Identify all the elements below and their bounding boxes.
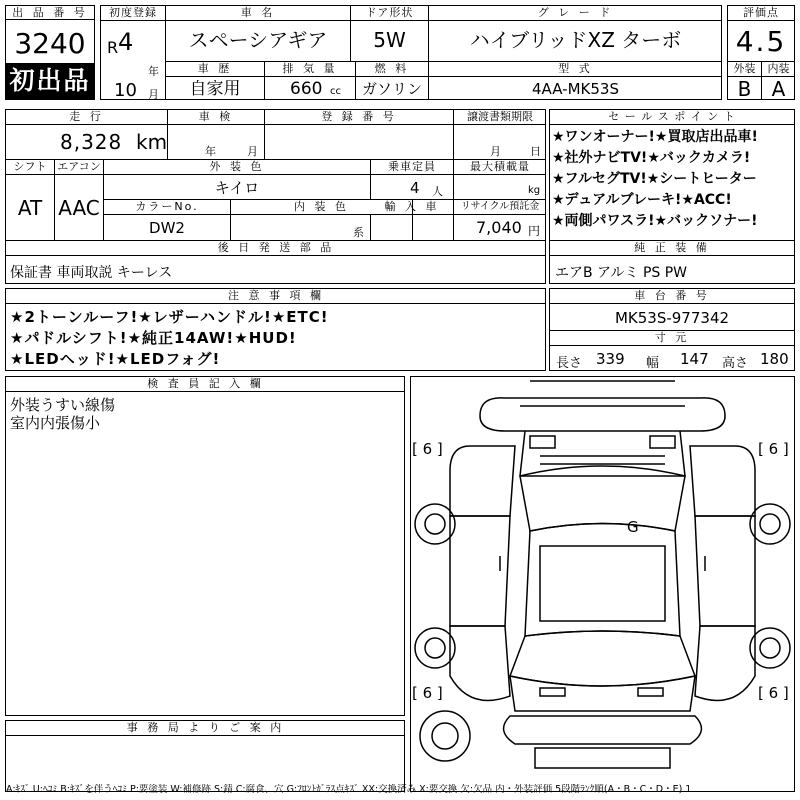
- exterior-score: B: [737, 77, 752, 101]
- sales-point-line: ★デュアルブレーキ!★ACC!: [552, 192, 732, 208]
- genuine-value: エアB アルミ PS PW: [555, 265, 688, 281]
- displacement-value: 660: [290, 80, 323, 98]
- capacity-unit: 人: [432, 185, 443, 198]
- recycle-value: 7,040: [476, 219, 522, 237]
- displacement-unit: cc: [330, 86, 341, 97]
- model-value: 4AA-MK53S: [532, 80, 619, 98]
- later-parts-label: 後 日 発 送 部 品: [217, 241, 335, 254]
- reg-year-unit: 年: [148, 65, 159, 78]
- grade-value: ハイブリッドXZ ターボ: [469, 28, 682, 52]
- reg-month: 10: [114, 80, 137, 101]
- inspector-label: 検 査 員 記 入 欄: [147, 377, 264, 390]
- color-no-label: カラーNo.: [135, 200, 199, 213]
- import-label: 輸 入 車: [384, 200, 440, 213]
- width-value: 147: [680, 350, 709, 368]
- recycle-label: リサイクル預託金: [460, 201, 540, 212]
- grade-label: グ レ ー ド: [537, 6, 614, 19]
- width-label: 幅: [646, 356, 660, 371]
- tire-depth-front-left: [ 6 ]: [412, 440, 443, 458]
- genuine-label: 純 正 装 備: [634, 241, 710, 254]
- lot-box: [5, 5, 95, 100]
- mileage-value: 8,328: [60, 130, 123, 154]
- int-color-unit: 系: [353, 226, 364, 239]
- era-letter: R: [107, 38, 119, 57]
- overall-score: 4.5: [735, 26, 787, 58]
- later-parts-value: 保証書 車両取説 キーレス: [10, 265, 173, 281]
- capacity-value: 4: [410, 179, 420, 197]
- office-notice-label: 事 務 局 よ り ご 案 内: [126, 721, 285, 734]
- inspection-month-unit: 月: [247, 145, 258, 158]
- tire-depth-rear-left: [ 6 ]: [412, 684, 443, 702]
- length-label: 長さ: [556, 356, 583, 371]
- height-label: 高さ: [722, 356, 749, 371]
- caution-line: ★LEDヘッド!★LEDフォグ!: [10, 350, 221, 368]
- mileage-unit: km: [136, 130, 168, 154]
- sales-point-line: ★社外ナビTV!★バックカメラ!: [552, 150, 751, 166]
- chassis-label: 車 台 番 号: [634, 289, 710, 302]
- car-name: スペーシアギア: [188, 28, 328, 52]
- transfer-day-unit: 日: [530, 145, 541, 158]
- lot-label: 出 品 番 号: [6, 6, 94, 20]
- sales-point-line: ★フルセグTV!★シートヒーター: [552, 171, 757, 187]
- reg-year: 4: [118, 30, 134, 54]
- ext-color-label: 外 装 色: [209, 160, 265, 173]
- sales-points-list: [552, 127, 794, 232]
- history-label: 車 歴: [197, 62, 233, 75]
- history-value: 自家用: [189, 80, 241, 98]
- inspection-label: 車 検: [198, 110, 234, 123]
- caution-line: ★パドルシフト!★純正14AW!★HUD!: [10, 329, 297, 347]
- load-unit: kg: [528, 185, 541, 196]
- interior-score-label: 内装: [767, 62, 790, 75]
- fuel-label: 燃 料: [374, 62, 410, 75]
- score-label: 評価点: [743, 6, 779, 19]
- shift-label: シフト: [13, 160, 47, 173]
- color-no-value: DW2: [149, 219, 185, 237]
- ac-value: AAC: [58, 196, 100, 220]
- transfer-month-unit: 月: [490, 145, 501, 158]
- inspector-note-line: 外装うすい線傷: [10, 396, 116, 414]
- exterior-score-label: 外装: [733, 62, 756, 75]
- interior-score: A: [771, 77, 786, 101]
- door-label: ドア形状: [365, 6, 414, 19]
- ext-color-value: キイロ: [214, 179, 260, 197]
- recycle-unit: 円: [528, 224, 541, 238]
- caution-line: ★2トーンルーフ!★レザーハンドル!★ETC!: [10, 308, 329, 326]
- int-color-label: 内 装 色: [294, 200, 349, 213]
- caution-label: 注 意 事 項 欄: [228, 289, 324, 302]
- dims-label: 寸 元: [654, 331, 690, 344]
- inspector-note-line: 室内内張傷小: [10, 414, 101, 432]
- windshield-damage-mark: G: [627, 518, 639, 536]
- door-type: 5W: [373, 28, 406, 52]
- lot-number: 3240: [14, 28, 86, 60]
- mileage-label: 走 行: [69, 110, 104, 123]
- inspector-notes: [10, 396, 115, 432]
- shift-value: AT: [17, 196, 43, 220]
- model-label: 型 式: [558, 62, 593, 75]
- displacement-label: 排 気 量: [282, 62, 338, 75]
- ac-label: エアコン: [57, 160, 101, 173]
- first-reg-label: 初度登録: [109, 6, 157, 19]
- caution-list: [10, 307, 540, 370]
- load-label: 最大積載量: [470, 160, 530, 173]
- sales-point-line: ★ワンオーナー!★買取店出品車!: [552, 129, 758, 145]
- first-listing-badge: 初出品: [6, 63, 94, 99]
- car-name-label: 車 名: [240, 6, 276, 19]
- chassis-number: MK53S-977342: [614, 309, 730, 327]
- tire-depth-rear-right: [ 6 ]: [758, 684, 789, 702]
- damage-legend: A:ｷｽﾞ U:ﾍｺﾐ B:ｷｽﾞを伴うﾍｺﾐ P:要塗装 W:補修跡 S:錆 C:腐食、穴 G:ﾌﾛﾝﾄｶﾞﾗｽ点ｷｽﾞ XX:交換済み X:要交換 欠:欠品 内・外装評価 5段階ﾗﾝｸ順(A・B・C・D・E) 1: [6, 784, 692, 795]
- inspection-year-unit: 年: [205, 145, 216, 158]
- fuel-value: ガソリン: [361, 80, 422, 98]
- reg-no-label: 登 録 番 号: [321, 110, 397, 123]
- height-value: 180: [760, 350, 789, 368]
- sales-point-line: ★両側パワスラ!★バックソナー!: [552, 213, 758, 229]
- capacity-label: 乗車定員: [388, 160, 436, 173]
- reg-month-unit: 月: [148, 88, 159, 101]
- tire-depth-front-right: [ 6 ]: [758, 440, 789, 458]
- transfer-label: 譲渡書類期限: [467, 110, 533, 123]
- car-condition-diagram: [410, 376, 795, 792]
- length-value: 339: [596, 350, 625, 368]
- sales-points-label: セ ー ル ス ポ イ ン ト: [608, 110, 736, 123]
